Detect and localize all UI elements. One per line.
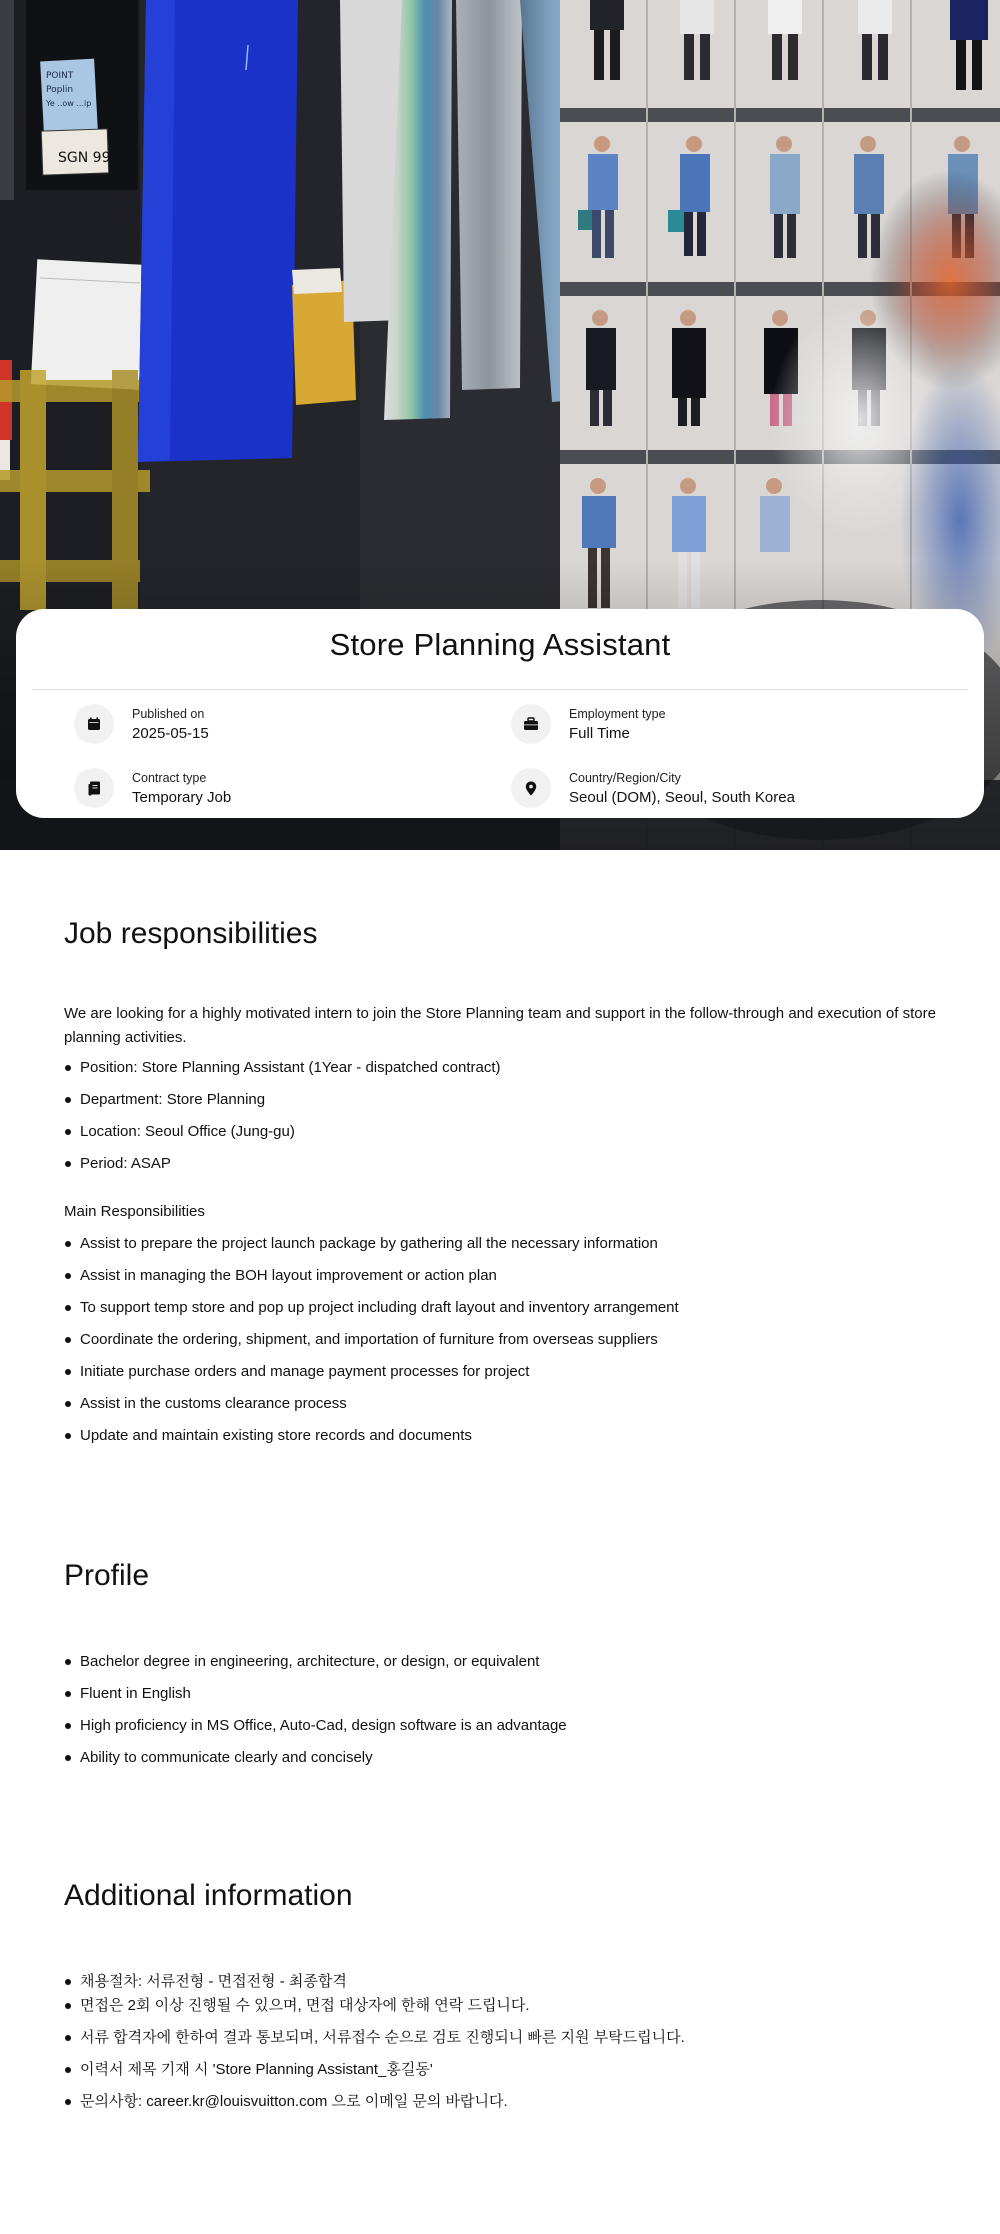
meta-published-value: 2025-05-15: [132, 725, 209, 742]
job-summary-card: [16, 609, 984, 818]
job-description: [0, 850, 1000, 2114]
list-item: Assist to prepare the project launch package by gathering all the necessary information: [64, 1232, 936, 1256]
list-item: Period: ASAP: [64, 1152, 936, 1176]
meta-employment-label: Employment type: [569, 707, 666, 721]
briefcase-icon: [511, 704, 551, 744]
meta-published: [74, 704, 494, 748]
responsibilities-title: Job responsibilities: [64, 917, 318, 950]
hero-banner: [0, 0, 1000, 850]
profile-section: [64, 1456, 936, 1770]
list-item: High proficiency in MS Office, Auto-Cad, design software is an advantage: [64, 1714, 936, 1738]
hero-tag-text-2: Poplin: [46, 85, 74, 95]
profile-list: [64, 1650, 936, 1770]
calendar-icon: [74, 704, 114, 744]
hero-tag-text-3: Ye ..ow ...ip: [46, 99, 92, 108]
meta-contract-label: Contract type: [132, 771, 207, 785]
responsibilities-intro: We are looking for a highly motivated intern to join the Store Planning team and support in the follow-through and execution of store planning activities.: [64, 1005, 936, 1046]
list-item: Assist in the customs clearance process: [64, 1392, 936, 1416]
list-item: Position: Store Planning Assistant (1Year - dispatched contract): [64, 1056, 936, 1080]
list-item: Initiate purchase orders and manage payment processes for project: [64, 1360, 936, 1384]
additional-info-title: Additional information: [64, 1879, 353, 1912]
additional-info-section: [64, 1778, 936, 2114]
list-item: 면접은 2회 이상 진행될 수 있으며, 면접 대상자에 한해 연락 드립니다.: [64, 1994, 936, 2018]
additional-info-list: [64, 1970, 936, 2114]
hero-tag-text-1: POINT: [46, 71, 74, 81]
meta-employment-type: [511, 704, 931, 748]
meta-location-label: Country/Region/City: [569, 771, 681, 785]
list-item: Department: Store Planning: [64, 1088, 936, 1112]
list-item: Assist in managing the BOH layout improvement or action plan: [64, 1264, 936, 1288]
list-item: To support temp store and pop up project including draft layout and inventory arrangement: [64, 1296, 936, 1320]
meta-contract-type: [74, 768, 494, 812]
meta-location: [511, 768, 931, 812]
meta-employment-value: Full Time: [569, 725, 630, 742]
main-responsibilities-heading: Main Responsibilities: [64, 1203, 205, 1220]
list-item: 문의사항: career.kr@louisvuitton.com 으로 이메일 문의 바랍니다.: [64, 2090, 936, 2114]
responsibilities-section: [64, 850, 936, 1448]
list-item: Ability to communicate clearly and concisely: [64, 1746, 936, 1770]
list-item: 서류 합격자에 한하여 결과 통보되며, 서류접수 순으로 검토 진행되니 빠른 지원 부탁드립니다.: [64, 2026, 936, 2050]
location-pin-icon: [511, 768, 551, 808]
list-item: Location: Seoul Office (Jung-gu): [64, 1120, 936, 1144]
job-meta-grid: [16, 690, 984, 818]
meta-location-value: Seoul (DOM), Seoul, South Korea: [569, 789, 795, 806]
list-item: Update and maintain existing store records and documents: [64, 1424, 936, 1448]
hero-tag-text-4: SGN 99: [58, 150, 111, 166]
list-item: Coordinate the ordering, shipment, and importation of furniture from overseas suppliers: [64, 1328, 936, 1352]
list-item: Bachelor degree in engineering, architecture, or design, or equivalent: [64, 1650, 936, 1674]
list-item: 이력서 제목 기재 시 'Store Planning Assistant_홍길동': [64, 2058, 936, 2082]
profile-title: Profile: [64, 1559, 150, 1592]
job-title: Store Planning Assistant: [329, 627, 671, 662]
document-icon: [74, 768, 114, 808]
position-details-list: [64, 1056, 936, 1176]
meta-contract-value: Temporary Job: [132, 789, 232, 806]
list-item: Fluent in English: [64, 1682, 936, 1706]
meta-published-label: Published on: [132, 707, 205, 721]
list-item: 채용절차: 서류전형 - 면접전형 - 최종합격: [64, 1970, 936, 1994]
main-responsibilities-list: [64, 1232, 936, 1448]
